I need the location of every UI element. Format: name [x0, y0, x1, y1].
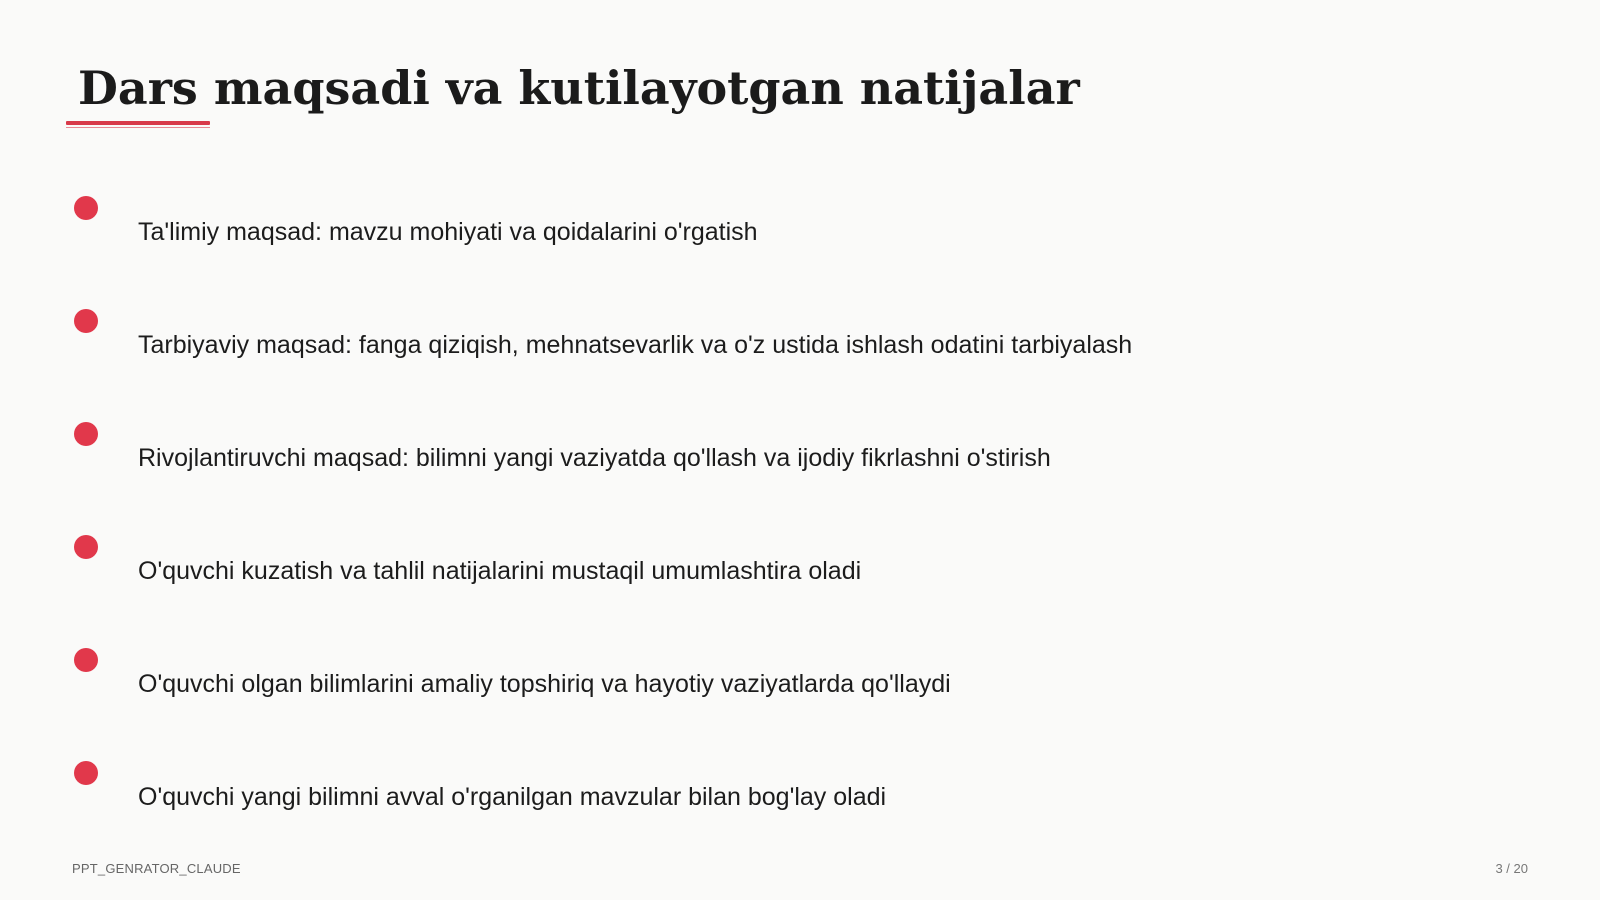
bullet-dot-icon — [74, 422, 98, 446]
bullet-dot-icon — [74, 196, 98, 220]
bullet-dot-icon — [74, 535, 98, 559]
bullet-text: O'quvchi olgan bilimlarini amaliy topshiriq va hayotiy vaziyatlarda qo'llaydi — [138, 670, 951, 698]
list-item — [0, 535, 1600, 595]
bullet-text: O'quvchi yangi bilimni avval o'rganilgan mavzular bilan bog'lay oladi — [138, 783, 887, 811]
footer-generator-label: PPT_GENRATOR_CLAUDE — [72, 861, 241, 876]
page-number: 3 / 20 — [1495, 861, 1528, 876]
bullet-dot-icon — [74, 309, 98, 333]
bullet-text: O'quvchi kuzatish va tahlil natijalarini mustaqil umumlashtira oladi — [138, 557, 862, 585]
bullet-text: Ta'limiy maqsad: mavzu mohiyati va qoidalarini o'rgatish — [138, 218, 758, 246]
list-item — [0, 309, 1600, 369]
bullet-text: Rivojlantiruvchi maqsad: bilimni yangi vaziyatda qo'llash va ijodiy fikrlashni o'stirish — [138, 444, 1051, 472]
bullet-dot-icon — [74, 761, 98, 785]
list-item — [0, 761, 1600, 821]
bullet-dot-icon — [74, 648, 98, 672]
list-item — [0, 422, 1600, 482]
list-item — [0, 196, 1600, 256]
list-item — [0, 648, 1600, 708]
bullet-text: Tarbiyaviy maqsad: fanga qiziqish, mehnatsevarlik va o'z ustida ishlash odatini tarbiyalash — [138, 331, 1133, 359]
slide-title: Dars maqsadi va kutilayotgan natijalar — [78, 61, 1080, 115]
